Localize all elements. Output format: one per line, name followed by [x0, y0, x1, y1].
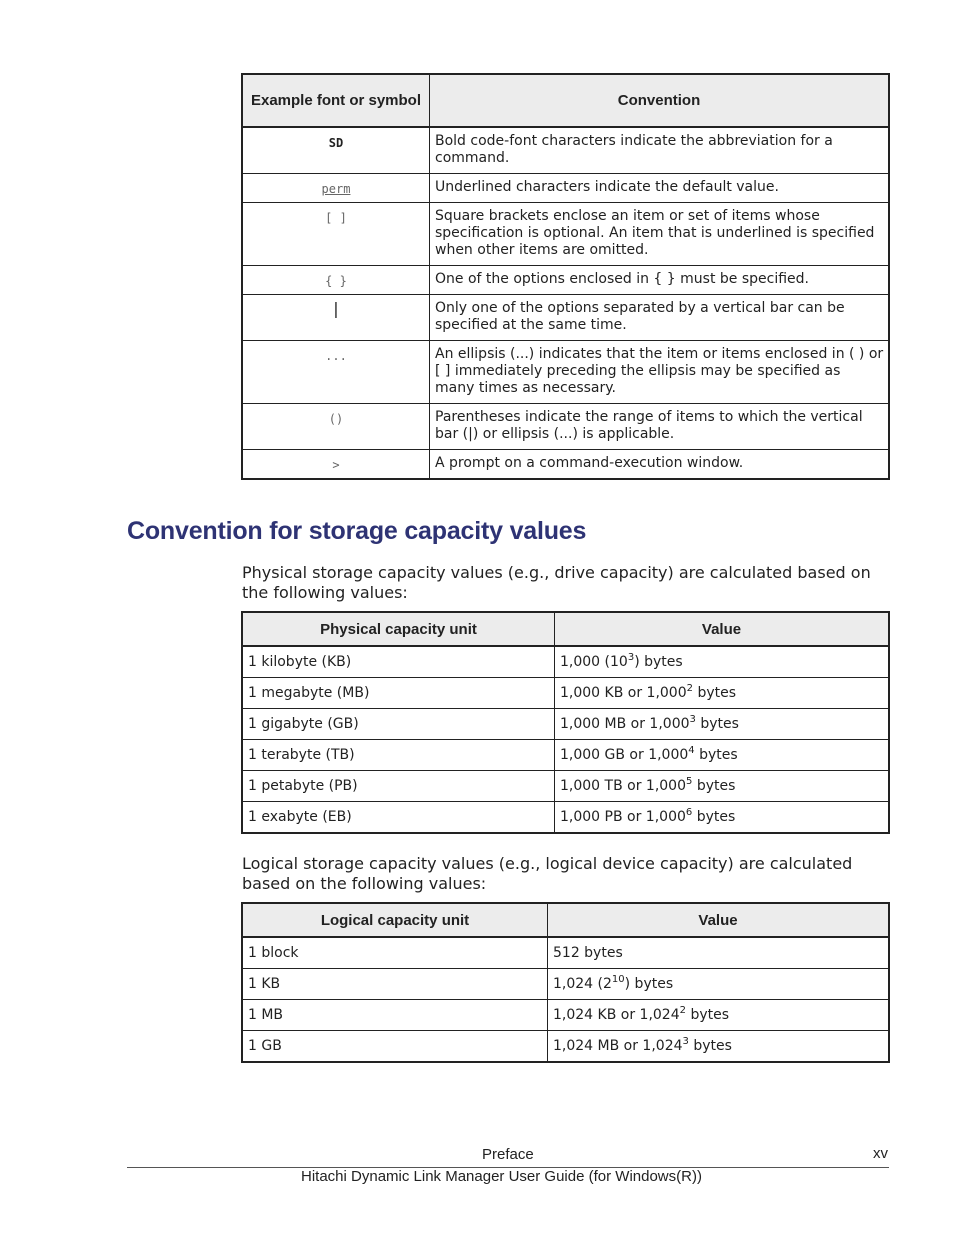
table-row — [242, 937, 889, 969]
value-suffix: bytes — [692, 777, 736, 794]
value-text: 1,000 PB or 1,000 — [560, 808, 686, 825]
exponent: 3 — [689, 713, 696, 725]
value-suffix: ) bytes — [624, 975, 674, 992]
value-cell — [548, 937, 890, 969]
logical-intro-paragraph: Logical storage capacity values (e.g., logical device capacity) are calculated based on the following values: — [242, 854, 853, 893]
value-text: 1,024 MB or 1,024 — [553, 1037, 683, 1054]
table-row — [242, 127, 889, 174]
value-cell — [555, 802, 890, 834]
unit-cell: 1 terabyte (TB) — [242, 740, 555, 771]
table-row — [242, 174, 889, 203]
value-cell — [555, 771, 890, 802]
value-suffix: bytes — [686, 1006, 730, 1023]
exponent: 3 — [682, 1035, 689, 1047]
value-cell — [555, 646, 890, 678]
logical-capacity-table — [241, 902, 890, 1063]
value-suffix: ) bytes — [634, 653, 683, 670]
convention-cell: Square brackets enclose an item or set of items whose specification is optional. An item that is underlined is specified when other items are omitted. — [430, 203, 890, 266]
symbol-cell: > — [242, 450, 430, 480]
table-row — [242, 450, 889, 480]
table-row — [242, 266, 889, 295]
symbol-cell: ... — [242, 341, 430, 404]
table-header-row — [242, 74, 889, 127]
table-row — [242, 969, 889, 1000]
value-cell — [555, 740, 890, 771]
table-row — [242, 802, 889, 834]
table-header-row — [242, 612, 889, 646]
table-row — [242, 709, 889, 740]
exponent: 2 — [679, 1004, 686, 1016]
value-suffix: bytes — [695, 715, 739, 732]
value-text: 1,024 (2 — [553, 975, 612, 992]
exponent: 2 — [686, 682, 693, 694]
convention-cell: An ellipsis (...) indicates that the item or items enclosed in ( ) or [ ] immediately preceding the ellipsis may be specified as many times as necessary. — [430, 341, 890, 404]
convention-cell: One of the options enclosed in { } must be specified. — [430, 266, 890, 295]
symbol-cell: { } — [242, 266, 430, 295]
symbol-cell: SD — [242, 127, 430, 174]
footer-page-number: xv — [873, 1145, 888, 1162]
unit-cell: 1 GB — [242, 1031, 548, 1063]
value-text: 1,000 TB or 1,000 — [560, 777, 686, 794]
unit-cell: 1 megabyte (MB) — [242, 678, 555, 709]
column-header-unit: Physical capacity unit — [242, 612, 555, 646]
unit-cell: 1 MB — [242, 1000, 548, 1031]
value-cell — [555, 678, 890, 709]
physical-capacity-table — [241, 611, 890, 834]
unit-cell: 1 gigabyte (GB) — [242, 709, 555, 740]
symbol-cell: () — [242, 404, 430, 450]
convention-cell: Underlined characters indicate the default value. — [430, 174, 890, 203]
unit-cell: 1 KB — [242, 969, 548, 1000]
table-row — [242, 341, 889, 404]
exponent: 3 — [627, 651, 635, 663]
value-cell — [548, 1031, 890, 1063]
value-suffix: bytes — [694, 746, 738, 763]
unit-cell: 1 petabyte (PB) — [242, 771, 555, 802]
column-header-convention: Convention — [430, 74, 890, 127]
table-row — [242, 404, 889, 450]
table-row — [242, 295, 889, 341]
conventions-table — [241, 73, 890, 480]
value-text: 1,000 MB or 1,000 — [560, 715, 690, 732]
value-text: 512 bytes — [553, 944, 623, 961]
value-cell — [548, 1000, 890, 1031]
symbol-cell: [ ] — [242, 203, 430, 266]
value-cell — [555, 709, 890, 740]
value-suffix: bytes — [692, 808, 736, 825]
convention-cell: Parentheses indicate the range of items to which the vertical bar (|) or ellipsis (...) is applicable. — [430, 404, 890, 450]
value-cell — [548, 969, 890, 1000]
table-row — [242, 203, 889, 266]
column-header-value: Value — [555, 612, 890, 646]
exponent: 5 — [686, 775, 693, 787]
table-row — [242, 1000, 889, 1031]
value-text: 1,024 KB or 1,024 — [553, 1006, 680, 1023]
table-row — [242, 740, 889, 771]
physical-intro-paragraph: Physical storage capacity values (e.g., drive capacity) are calculated based on the following values: — [242, 563, 871, 602]
footer-section-name: Preface — [482, 1146, 534, 1163]
value-suffix: bytes — [688, 1037, 732, 1054]
exponent: 4 — [688, 744, 695, 756]
exponent: 6 — [685, 806, 693, 818]
table-row — [242, 678, 889, 709]
column-header-unit: Logical capacity unit — [242, 903, 548, 937]
value-text: 1,000 KB or 1,000 — [560, 684, 687, 701]
table-row — [242, 1031, 889, 1063]
value-text: 1,000 (10 — [560, 653, 628, 670]
symbol-cell: | — [242, 295, 430, 341]
footer-document-title: Hitachi Dynamic Link Manager User Guide (for Windows(R)) — [301, 1168, 702, 1185]
convention-cell: Bold code-font characters indicate the abbreviation for a command. — [430, 127, 890, 174]
column-header-value: Value — [548, 903, 890, 937]
unit-cell: 1 kilobyte (KB) — [242, 646, 555, 678]
table-row — [242, 646, 889, 678]
symbol-cell: perm — [242, 174, 430, 203]
convention-cell: A prompt on a command-execution window. — [430, 450, 890, 480]
section-heading: Convention for storage capacity values — [127, 517, 587, 545]
exponent: 10 — [611, 973, 625, 985]
column-header-symbol: Example font or symbol — [242, 74, 430, 127]
table-header-row — [242, 903, 889, 937]
unit-cell: 1 exabyte (EB) — [242, 802, 555, 834]
value-suffix: bytes — [693, 684, 737, 701]
table-row — [242, 771, 889, 802]
value-text: 1,000 GB or 1,000 — [560, 746, 689, 763]
unit-cell: 1 block — [242, 937, 548, 969]
convention-cell: Only one of the options separated by a vertical bar can be specified at the same time. — [430, 295, 890, 341]
